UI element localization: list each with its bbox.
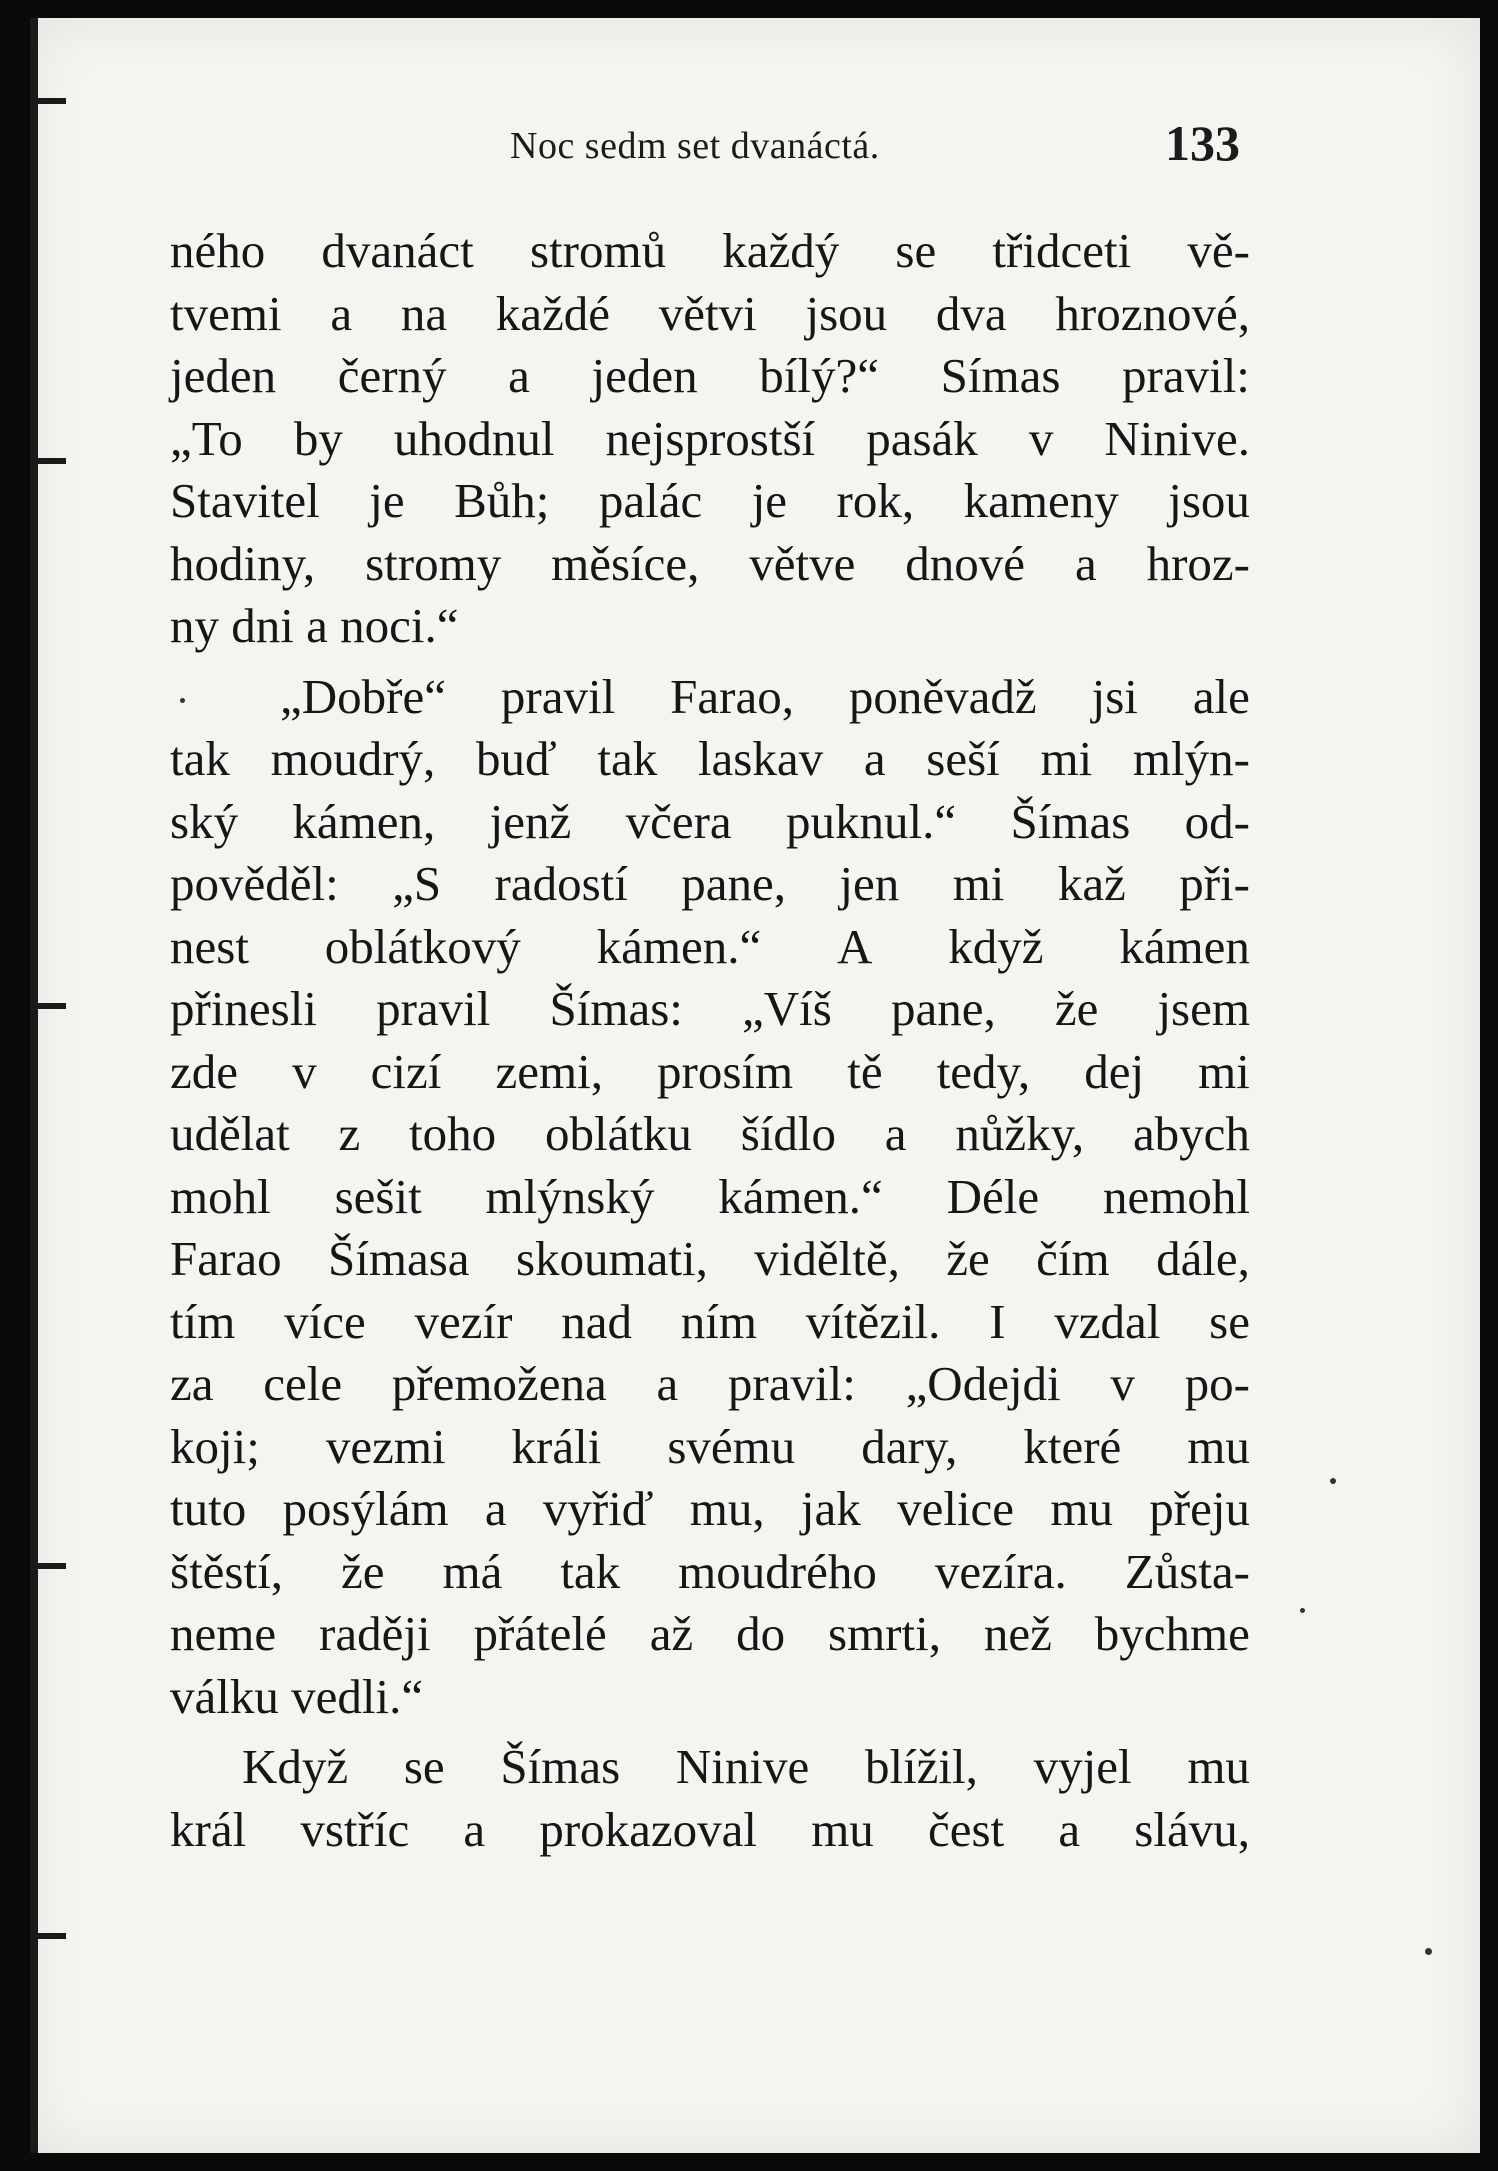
word: „S [392, 856, 442, 911]
word: bílý?“ [759, 348, 879, 403]
word: kámen.“ [596, 918, 762, 974]
word: buď [475, 731, 557, 786]
word: a [656, 1356, 679, 1411]
word: které [1023, 1418, 1122, 1474]
word: velice [897, 1481, 1015, 1536]
word: Šímas [1010, 793, 1131, 849]
word: Zůsta- [1124, 1543, 1250, 1599]
word: svému [667, 1418, 796, 1474]
word: se [895, 223, 937, 278]
word: do [736, 1606, 786, 1661]
word: přinesli [170, 981, 317, 1036]
word: koji; [170, 1418, 260, 1474]
paragraph-first-line [170, 666, 1250, 729]
print-speck [1330, 1478, 1336, 1484]
word: palác [598, 473, 703, 528]
word: každý [722, 223, 840, 278]
word: vítězil. [805, 1293, 941, 1349]
word: dvanáct [321, 223, 474, 278]
word: tuto [170, 1481, 247, 1536]
word: Šímas [500, 1739, 621, 1794]
word: štěstí, [170, 1543, 283, 1599]
word: mi [952, 856, 1005, 911]
word: mlýnský [485, 1168, 655, 1224]
word: se [1209, 1293, 1250, 1349]
word: „Víš [742, 981, 832, 1036]
word: za [170, 1356, 214, 1411]
word: přemožena [391, 1356, 607, 1411]
word: král [170, 1801, 247, 1857]
word: v [1028, 410, 1054, 466]
word: A [837, 918, 873, 974]
word: viděltě, [754, 1231, 900, 1286]
word: dva [935, 285, 1007, 341]
text-line [170, 470, 1250, 533]
word: včera [625, 793, 732, 849]
word: a [884, 1106, 907, 1161]
word: Stavitel [170, 473, 320, 528]
text-line [170, 1416, 1250, 1479]
word: rok, [836, 473, 915, 528]
word: pověděl: [170, 856, 339, 911]
word: vě- [1187, 223, 1250, 278]
word: Šímas: [549, 981, 683, 1036]
word: hodiny, [170, 535, 316, 591]
word: a [484, 1481, 507, 1536]
binding-mark [30, 1563, 66, 1569]
word: pasák [866, 410, 978, 466]
word: ský [170, 793, 239, 849]
word: dej [1084, 1043, 1145, 1099]
word: vezíra. [934, 1543, 1067, 1599]
word: mu [1187, 1418, 1250, 1474]
word: stromy [365, 535, 502, 591]
text-line [170, 1541, 1250, 1604]
word: na [400, 285, 448, 341]
word: moudrý, [270, 731, 436, 786]
text-line [170, 1103, 1250, 1166]
word: zemi, [495, 1043, 603, 1099]
word: kameny [963, 473, 1119, 528]
word: kámen, [292, 793, 436, 849]
text-line [170, 220, 1250, 283]
text-line [170, 1478, 1250, 1541]
word: Ninive [675, 1739, 810, 1794]
word: tak [597, 731, 658, 786]
word: jsou [805, 285, 888, 341]
word: pravil [500, 668, 616, 724]
word: černý [337, 348, 447, 403]
word: nest [170, 918, 249, 974]
word: tedy, [936, 1043, 1031, 1099]
word: mlýn- [1132, 731, 1250, 786]
word: Déle [946, 1168, 1040, 1224]
word: Bůh; [454, 473, 550, 528]
word: více [284, 1293, 366, 1349]
word: sešit [334, 1168, 422, 1224]
word: než [983, 1606, 1052, 1661]
word: a [863, 731, 886, 786]
word: vstříc [300, 1801, 410, 1857]
text-line [170, 1166, 1250, 1229]
word: jeden [591, 348, 698, 403]
word: moudrého [678, 1543, 877, 1599]
word: dnové [905, 535, 1026, 591]
word: v [292, 1043, 317, 1099]
word: nejsprostší [605, 410, 816, 466]
word: jenž [489, 793, 572, 849]
word: poněvadž [848, 668, 1037, 724]
word: čím [1036, 1231, 1110, 1286]
word: mohl [170, 1168, 271, 1224]
word: tím [170, 1293, 236, 1349]
text-line [170, 1228, 1250, 1291]
word: vyřiď [542, 1481, 654, 1536]
word: že [946, 1231, 990, 1286]
word: z [338, 1106, 361, 1161]
word: udělat [170, 1106, 290, 1161]
word: abych [1132, 1106, 1250, 1161]
print-speck [1300, 1608, 1305, 1613]
word: každé [495, 285, 611, 341]
word: a [1058, 1801, 1081, 1857]
word: tak [170, 731, 230, 786]
word: cele [263, 1356, 343, 1411]
text-line [170, 1291, 1250, 1354]
word: Ninive. [1104, 410, 1250, 466]
word: po- [1184, 1356, 1250, 1411]
word: jsi [1091, 668, 1138, 724]
word: dary, [861, 1418, 958, 1474]
word: má [442, 1543, 503, 1599]
word: ale [1192, 668, 1250, 724]
text-line [170, 533, 1250, 596]
word: mu [1187, 1739, 1250, 1794]
word: nad [561, 1293, 632, 1349]
text-line: válku vedli.“ [170, 1668, 424, 1724]
word: Šímasa [327, 1231, 470, 1286]
word: vezmi [325, 1418, 446, 1474]
word: přeju [1149, 1481, 1250, 1536]
word: se [403, 1739, 445, 1794]
word: toho [409, 1106, 497, 1161]
word: kámen [1119, 918, 1250, 974]
word: mu [811, 1801, 874, 1857]
word: větvi [658, 285, 757, 341]
word: kaž [1057, 856, 1126, 911]
paragraph-first-line [170, 1736, 1250, 1799]
binding-mark [30, 98, 66, 104]
word: neme [170, 1606, 277, 1661]
word: od- [1184, 793, 1250, 849]
word: hroznové, [1055, 285, 1250, 341]
word: tvemi [170, 285, 282, 341]
word: „Odejdi [905, 1356, 1061, 1411]
print-speck [1425, 1948, 1432, 1955]
running-head [480, 115, 1260, 178]
text-line: ny dni a noci.“ [170, 598, 459, 653]
word: mu, [689, 1481, 765, 1536]
word: „To [170, 410, 243, 466]
word: puknul.“ [786, 793, 957, 849]
word: vyjel [1033, 1739, 1132, 1794]
word: radostí [494, 856, 628, 911]
word: jak [800, 1481, 861, 1536]
word: „Dobře“ [280, 668, 446, 724]
text-line [170, 728, 1250, 791]
word: prosím [657, 1043, 794, 1099]
word: při- [1179, 856, 1250, 911]
word: a [330, 285, 353, 341]
text-line [170, 791, 1250, 854]
text-line [170, 408, 1250, 471]
binding-mark [30, 1003, 66, 1009]
word: pravil: [727, 1356, 856, 1411]
word: Símas [940, 348, 1061, 403]
word: a [1074, 535, 1097, 591]
word: králi [511, 1418, 602, 1474]
word: bychme [1094, 1606, 1250, 1661]
binding-edge [30, 18, 38, 2153]
word: a [463, 1801, 486, 1857]
word: pane, [681, 856, 787, 911]
word: ním [680, 1293, 757, 1349]
word: raději [319, 1606, 431, 1661]
word: smrti, [828, 1606, 941, 1661]
word: stromů [529, 223, 667, 278]
word: jsem [1157, 981, 1250, 1036]
word: když [948, 918, 1044, 974]
binding-mark [30, 458, 66, 464]
page-number: 133 [1165, 115, 1240, 171]
text-line [170, 283, 1250, 346]
word: oblátkový [324, 918, 521, 974]
word: že [340, 1543, 385, 1599]
word: mi [1040, 731, 1093, 786]
word: je [751, 473, 788, 528]
word: pravil: [1122, 348, 1250, 403]
text-line [170, 1041, 1250, 1104]
text-line [170, 1603, 1250, 1666]
text-line [170, 1799, 1250, 1862]
word: jeden [170, 348, 277, 403]
word: šídlo [740, 1106, 837, 1161]
binding-mark [30, 1933, 66, 1939]
text-line [170, 853, 1250, 916]
word: skoumati, [515, 1231, 708, 1286]
word: seší [926, 731, 1000, 786]
word: blížil, [864, 1739, 978, 1794]
word: a [508, 348, 530, 403]
word: tě [847, 1043, 883, 1099]
word: že [1054, 981, 1099, 1036]
word: cizí [370, 1043, 442, 1099]
word: tak [560, 1543, 621, 1599]
word: nemohl [1102, 1168, 1250, 1224]
word: posýlám [282, 1481, 449, 1536]
word: Farao [170, 1231, 282, 1286]
word: je [369, 473, 405, 528]
word: vezír [414, 1293, 513, 1349]
word: Když [242, 1739, 349, 1794]
word: kámen.“ [718, 1168, 883, 1224]
word: až [649, 1606, 694, 1661]
word: slávu, [1134, 1801, 1250, 1857]
word: pravil [376, 981, 491, 1036]
word: vzdal [1054, 1293, 1161, 1349]
word: v [1110, 1356, 1135, 1411]
word: jsou [1168, 473, 1250, 528]
word: Farao, [670, 668, 794, 724]
word: ného [170, 223, 266, 278]
text-line [170, 916, 1250, 979]
word: oblátku [544, 1106, 692, 1161]
word: by [293, 410, 343, 466]
word: jen [839, 856, 900, 911]
word: nůžky, [955, 1106, 1085, 1161]
word: větve [749, 535, 856, 591]
chapter-running-title: Noc sedm set dvanáctá. [510, 125, 880, 167]
word: hroz- [1146, 535, 1250, 591]
word: třidceti [992, 223, 1132, 278]
word: dále, [1156, 1231, 1250, 1286]
word: čest [927, 1801, 1005, 1857]
word: mu [1050, 1481, 1113, 1536]
word: zde [170, 1043, 238, 1099]
word: přátelé [473, 1606, 607, 1661]
word: prokazoval [539, 1801, 758, 1857]
word: uhodnul [393, 410, 555, 466]
text-line [170, 1353, 1250, 1416]
body-text [170, 220, 1250, 1861]
word: mi [1198, 1043, 1250, 1099]
word: měsíce, [551, 535, 700, 591]
word: I [989, 1293, 1006, 1349]
word: pane, [890, 981, 996, 1036]
text-line [170, 345, 1250, 408]
word: laskav [697, 731, 824, 786]
text-line [170, 978, 1250, 1041]
